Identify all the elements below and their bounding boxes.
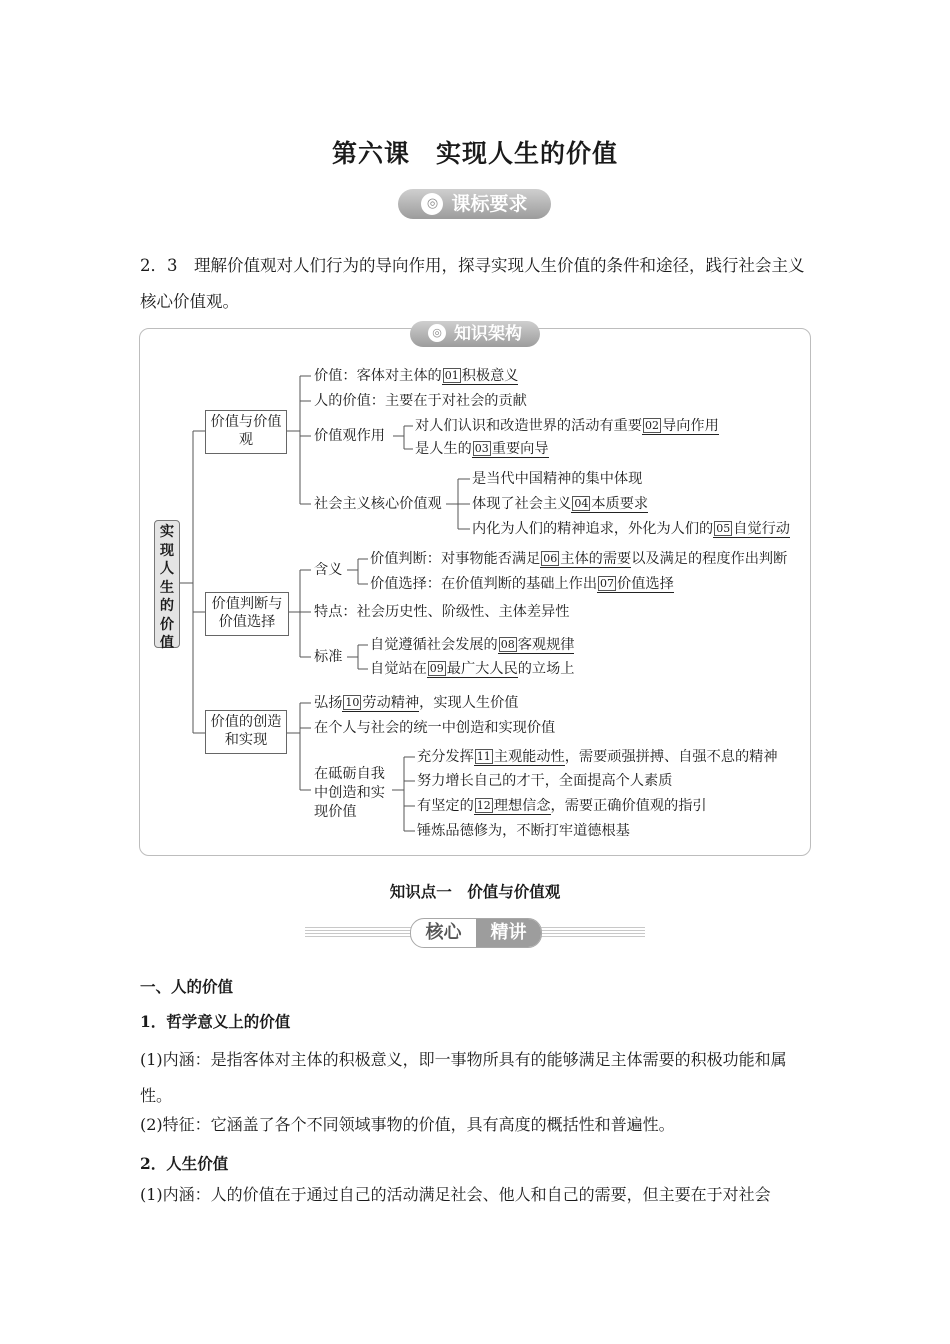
badge-icon: ◎ <box>428 324 446 342</box>
branch-value-and-values: 价值与价值观 <box>205 410 287 454</box>
subheading-philosophical-value: 1．哲学意义上的价值 <box>140 1012 291 1031</box>
node-initiative: 充分发挥 11 主观能动性，需要顽强拼搏、自强不息的精神 <box>417 749 778 765</box>
node-core-values-a: 是当代中国精神的集中体现 <box>472 471 643 487</box>
badge-icon: ◎ <box>421 193 443 215</box>
node-life-guide: 是人生的 03 重要向导 <box>415 441 549 457</box>
mindmap-root: 实现人生的价值 <box>154 520 180 648</box>
node-standard: 标准 <box>314 649 343 665</box>
banner-standards-label: 课标要求 <box>451 193 528 215</box>
node-labor-spirit: 弘扬 10 劳动精神，实现人生价值 <box>314 695 519 711</box>
node-self-improvement: 在砥砺自我中创造和实现价值 <box>314 766 385 820</box>
node-core-values-c: 内化为人们的精神追求，外化为人们的 05 自觉行动 <box>472 521 790 537</box>
node-people-stand: 自觉站在 09 最广大人民的立场上 <box>370 661 575 677</box>
node-value-definition: 价值：客体对主体的 01 积极意义 <box>314 368 519 384</box>
paragraph-feature: (2)特征：它涵盖了各个不同领域事物的价值，具有高度的概括性和普遍性。 <box>140 1115 675 1134</box>
node-core-values-b: 体现了社会主义 04 本质要求 <box>472 496 649 512</box>
node-values-role: 价值观作用 <box>314 428 385 444</box>
node-core-socialist-values: 社会主义核心价值观 <box>314 496 442 512</box>
paragraph-connotation: (1)内涵：是指客体对主体的积极意义，即一事物所具有的能够满足主体需要的积极功能和属性。 <box>140 1050 787 1105</box>
branch-creation-and-realization: 价值的创造和实现 <box>205 710 287 754</box>
node-objective-law: 自觉遵循社会发展的 08 客观规律 <box>370 637 575 653</box>
lesson-title: 第六课 实现人生的价值 <box>331 139 618 168</box>
node-ideals: 有坚定的 12 理想信念，需要正确价值观的指引 <box>417 798 707 814</box>
banner-core-a: 核心 <box>425 922 462 943</box>
paragraph-life-value: (1)内涵：人的价值在于通过自己的活动满足社会、他人和自己的需要，但主要在于对社会 <box>140 1185 771 1204</box>
node-meaning: 含义 <box>314 562 343 578</box>
banner-framework-label: 知识架构 <box>454 324 522 344</box>
section-heading: 一、人的价值 <box>140 977 234 996</box>
node-value-judgment: 价值判断：对事物能否满足 06 主体的需要以及满足的程度作出判断 <box>370 551 788 567</box>
subheading-life-value: 2．人生价值 <box>140 1154 229 1173</box>
banner-core-b: 精讲 <box>476 919 541 947</box>
knowledge-point-title: 知识点一 价值与价值观 <box>389 882 561 901</box>
node-value-choice: 价值选择：在价值判断的基础上作出 07 价值选择 <box>370 576 674 592</box>
standard-text: 2．3 理解价值观对人们行为的导向作用，探寻实现人生价值的条件和途径，践行社会主义核心价值观。 <box>140 256 805 311</box>
banner-core <box>410 918 542 948</box>
node-talent: 努力增长自己的才干，全面提高个人素质 <box>417 773 673 789</box>
branch-judgment-and-choice: 价值判断与价值选择 <box>205 592 289 636</box>
node-individual-society: 在个人与社会的统一中创造和实现价值 <box>314 720 556 736</box>
node-morality: 锤炼品德修为，不断打牢道德根基 <box>417 823 630 839</box>
node-human-value: 人的价值：主要在于对社会的贡献 <box>314 393 527 409</box>
node-guiding-role: 对人们认识和改造世界的活动有重要 02 导向作用 <box>415 418 719 434</box>
node-characteristics: 特点：社会历史性、阶级性、主体差异性 <box>314 604 570 620</box>
